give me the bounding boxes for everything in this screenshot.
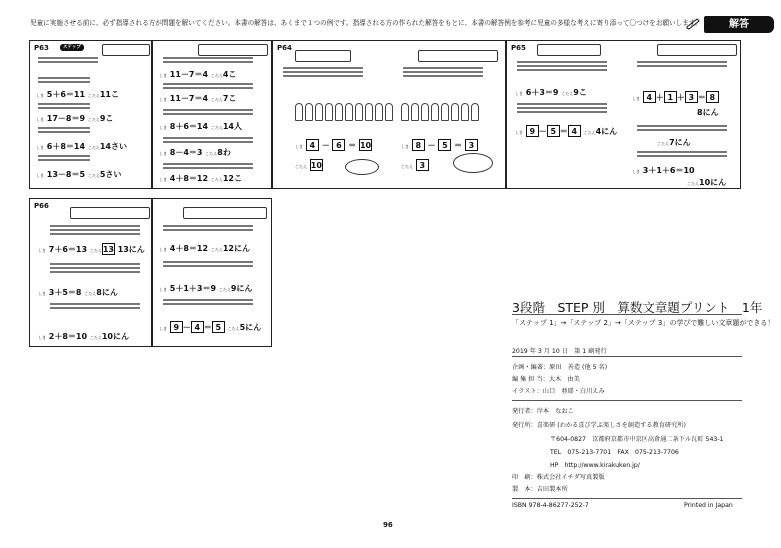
name-box — [657, 44, 737, 56]
answer-equation: しき 5＋6＝11 こたえ11こ — [36, 90, 119, 99]
answer-tag: 解答 — [704, 16, 774, 33]
panel-p65 — [506, 40, 741, 189]
publisher-line: TEL 075-213-7701 FAX 075-213-7706 — [550, 449, 679, 456]
answer-equation: しき 3＋5＝8 こたえ8にん — [38, 288, 118, 297]
panel-p64 — [272, 40, 506, 189]
page-number-p64: P64 — [277, 44, 292, 52]
answer-equation: しき 7＋6＝13 こたえ13 13にん — [38, 245, 145, 254]
speech-bubble — [345, 159, 379, 175]
answer-equation: しき 11－7＝4 こたえ7こ — [159, 94, 237, 103]
answer-final: こたえ 10 — [295, 161, 322, 170]
mini-label: ステップ — [60, 44, 84, 51]
publisher-line: 製 本：吉田製本所 — [512, 486, 568, 493]
name-box — [418, 50, 498, 62]
answer-equation: しき 9 － 4 ＝ 5 こたえ5にん — [159, 323, 262, 332]
page-number: 96 — [383, 521, 393, 529]
answer-final: こたえ 3 — [401, 159, 429, 171]
people-illustration — [295, 103, 395, 125]
answer-equation: しき 8＋6＝14 こたえ14人 — [159, 122, 242, 131]
name-box — [537, 44, 601, 56]
answer-equation: しき 13－8＝5 こたえ5さい — [36, 170, 122, 179]
panel-p66 — [29, 198, 152, 347]
answer-equation: しき 6＋8＝14 こたえ14さい — [36, 142, 127, 151]
people-illustration — [401, 103, 481, 125]
answer-equation: しき 4＋8＝12 こたえ12こ — [159, 174, 242, 183]
panel-p66-right — [152, 198, 272, 347]
panel-p63-right — [152, 40, 272, 189]
answer-final: こたえ10にん — [687, 178, 727, 187]
credit-line: 企画・編著：原田 善造 (他 5 名) — [512, 364, 608, 371]
publisher-line: HP http://www.kirakuken.jp/ — [550, 462, 640, 469]
isbn: ISBN 978-4-86277-252-7 — [512, 502, 589, 509]
name-box — [183, 207, 267, 219]
answer-final: こたえ7にん — [657, 138, 691, 147]
pencil-icon — [686, 18, 700, 30]
credit-line: 編 集 担 当：大木 由美 — [512, 376, 580, 383]
publisher-line: 〒604-0827 京都府京都市中京区高倉通二条下ル瓦町 543-1 — [550, 436, 724, 443]
instruction-note: 児童に実施させる前に、必ず指導される方が問題を解いてください。本書の解答は、あくまで１つの例です。指導される方の作られた解答をもとに、本書の解答例を参考に児童の多様な考えに寄り添って〇つけをお願いします。 — [30, 19, 702, 27]
answer-equation: しき 3＋1＋6＝10 — [632, 166, 695, 175]
credit-line: イラスト：山口 亜耶・白川えみ — [512, 388, 605, 395]
answer-equation: しき 4 － 6 ＝ 10 — [295, 141, 372, 150]
answer-equation: しき 4 ＋ 1 ＋ 3 ＝ 8 — [632, 91, 719, 103]
answer-equation: しき 8－4＝3 こたえ8わ — [159, 148, 231, 157]
answer-equation: しき 8 － 5 ＝ 3 — [401, 139, 478, 151]
publisher-line: 印 刷：株式会社イチダ写真製版 — [512, 474, 605, 481]
publisher-line: 発行所：喜楽研 (わかる喜び学ぶ楽しさを創造する教育研究所) — [512, 422, 686, 429]
answer-equation: しき 11－7＝4 こたえ4こ — [159, 70, 237, 79]
answer-equation: しき 5＋1＋3＝9 こたえ9にん — [159, 284, 253, 293]
name-box — [295, 50, 351, 62]
panel-p63 — [29, 40, 152, 189]
name-box — [70, 207, 150, 219]
answer-equation: しき 9 － 5 ＝ 4 こたえ4にん — [515, 127, 618, 136]
speech-bubble — [453, 153, 493, 173]
answer-final: 8にん — [697, 108, 719, 117]
printed-in: Printed in Japan — [684, 502, 733, 509]
page-number-p66: P66 — [34, 202, 49, 210]
answer-equation: しき 4＋8＝12 こたえ12にん — [159, 244, 250, 253]
answer-equation: しき 6＋3＝9 こたえ9こ — [515, 88, 587, 97]
publish-date: 2019 年 3 月 10 日 第 1 刷発行 — [512, 348, 607, 355]
page-number-p63: P63 — [34, 44, 49, 52]
name-box — [102, 44, 150, 56]
book-subtitle: 「ステップ 1」→「ステップ 2」→「ステップ 3」の学びで難しい文章題ができる！ — [512, 319, 775, 327]
page-number-p65: P65 — [511, 44, 526, 52]
publisher-line: 発行者：岸本 なおこ — [512, 408, 574, 415]
name-box — [198, 44, 268, 56]
book-title: 3段階 STEP 別 算数文章題プリント 1年 — [512, 300, 763, 315]
answer-equation: しき 17－8＝9 こたえ9こ — [36, 114, 114, 123]
answer-equation: しき 2＋8＝10 こたえ10にん — [38, 332, 129, 341]
